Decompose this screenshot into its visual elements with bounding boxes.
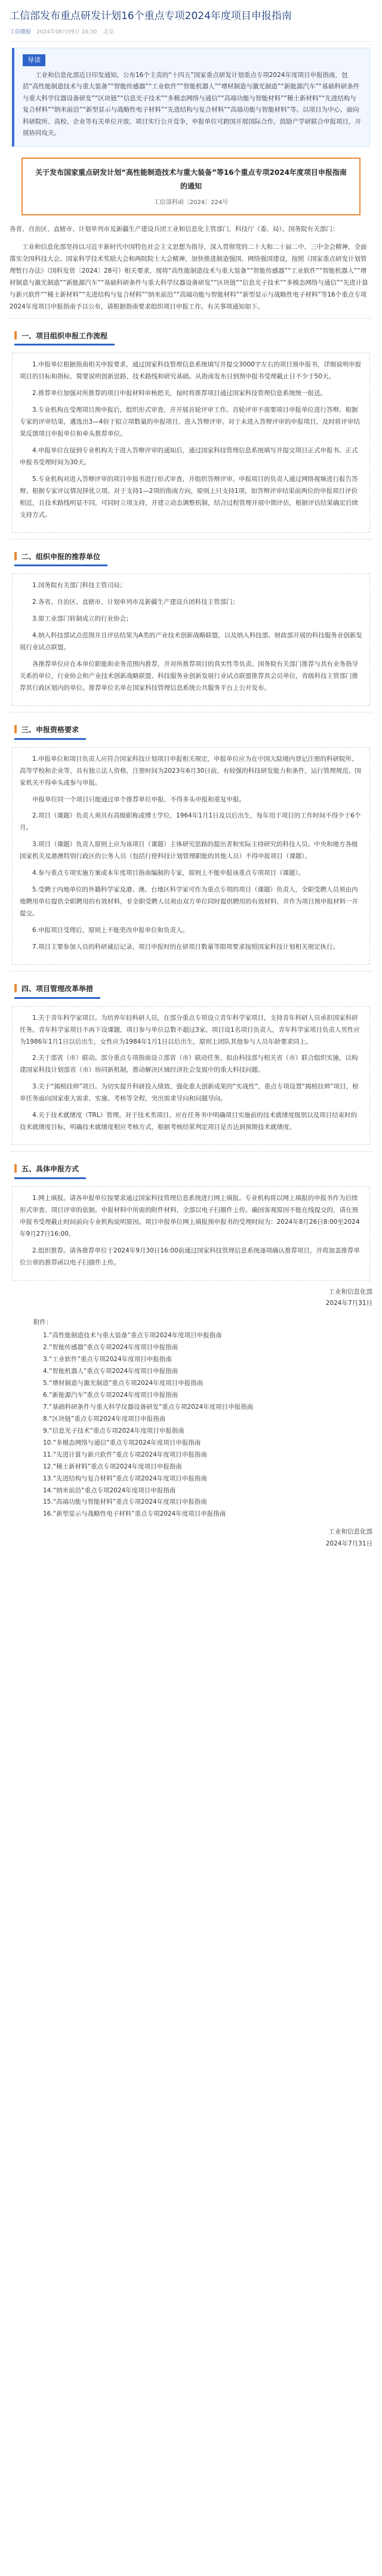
- divider: [10, 41, 372, 42]
- annex-item[interactable]: 5.“增材制造与激光制造”重点专项2024年度项目申报指南: [43, 1380, 204, 1387]
- footer: [10, 1526, 372, 1550]
- section-marker-icon: [14, 725, 17, 733]
- page-title: 工信部发布重点研发计划16个重点专项2024年度项目申报指南: [10, 10, 292, 22]
- annex-items: [33, 1330, 372, 1520]
- annex-item[interactable]: 10.“多模态网络与通信”重点专项2024年度项目申报指南: [43, 1439, 201, 1446]
- section-paragraph: 2.推荐单位加强对所推荐的项目申报材料审核把关，按时将推荐项目通过国家科技管理信息系统统一报送。: [32, 390, 327, 397]
- intro-paragraph: 工业和信息化部坚持以习近平新时代中国特色社会主义思想为指导，深入贯彻党的二十大和二十届二中、三中全会精神，全面落实全国科技大会、国家科学技术奖励大会和两院院士大会精神，加快推进制造强国、网络强国建设，按照《国家重点研发计划管理暂行办法》（国科发资〔2024〕28号）相关要求，现将“高性能制造技术与重大装备”“智能传感器”“工业软件”“智能机器人”“增材制造与激光制造”“新能源汽车”“基础科研条件与重大科学仪器设备研发”“区块链”“信息光子技术”“多模态网络与通信”“先进计算与新兴软件”“稀土新材料”“先进结构与复合材料”“纳米前沿”“高端功能与智能材料”“新型显示与战略性电子材料”等16个重点专项2024年度项目申报指南予以公布，请根据指南要求组织项目申报工作。有关事项通知如下。: [10, 243, 368, 310]
- section-paragraph: 各推荐单位应在本单位职能和业务范围内推荐，并对所推荐项目的真实性等负责。国务院有关部门推荐与其有业务指导关系的单位，行业协会和产业技术创新战略联盟、科技服务业创新发展行业试点联盟推荐其会员单位，省级科技主管部门推荐其行政区划内的单位。推荐单位名单在国家科技管理信息系统公共服务平台上公开发布。: [20, 661, 358, 692]
- section-paragraph: 7.项目主要参加人员的科研诚信记录、项目申报时的在研项目数量等限项要求按照国家科技计划相关规定执行。: [32, 943, 340, 951]
- annex-list: [33, 1317, 372, 1520]
- section-title: 四、项目管理改革举措: [14, 981, 100, 999]
- section-paragraph: 2.项目（课题）负责人须具有高级职称或博士学位，1964年1月1日及以后出生，每年用于项目的工作时间不得少于6个月。: [20, 812, 361, 832]
- section-title: 五、具体申报方式: [14, 1161, 86, 1179]
- annex-title: 附件：: [33, 1319, 53, 1326]
- section-paragraph: 申报单位同一个项目只能通过单个推荐单位申报，不得多头申报和重复申报。: [32, 795, 245, 803]
- section-body: [12, 1186, 370, 1281]
- section: [10, 539, 372, 706]
- section-title: 一、项目组织申报工作流程: [14, 328, 115, 346]
- section-paragraph: 2.关于部省（市）联动。部分重点专项指南设立部省（市）联动任务，拟由科技部与相关省（市）联合组织实施，以构建国家科技计划部省（市）协同新机制，推动解决区域经济社会发展中的重大科技问题。: [20, 1054, 358, 1074]
- section-paragraph: 3.项目（课题）负责人原则上应为该项目（课题）主体研究思路的提出者和实际主持研究的科技人员。中央和地方各级国家机关及港澳特别行政区的公务人员（包括行使科技计划管理职能的其他人员）不得申报项目（课题）。: [20, 841, 358, 860]
- section-paragraph: 4.关于技术就绪度（TRL）管理。对于技术类项目，应在任务书中明确项目实施前的技术就绪度级别以及项目结束时的技术就绪度目标，明确技术就绪度相应考核方式，根据考核结果判定项目是否达到预期技术就绪度。: [20, 1112, 358, 1131]
- summary-text: 工业和信息化部近日印发通知，公布16个主责的“十四五”国家重点研发计划重点专项2024年度项目申报指南，包括“高性能制造技术与重大装备”“智能传感器”“工业软件”“智能机器人”“增材制造与激光制造”“新能源汽车”“基础科研条件与重大科学仪器设备研发”“区块链”“信息光子技术”“多模态网络与通信”“高端功能与智能材料”“稀土新材料”“先进结构与复合材料”“纳米前沿”“新型显示与战略性电子材料”“先进结构与复合材料”“高端功能与智能材料”等。以项目为中心，面向科研院所、高校、企业等有关单位开放。项目实行公开竞争，申报单位可跨国开展国际合作，鼓励产学研联合申报项目，开展协同攻关。: [23, 71, 361, 137]
- annex-item[interactable]: 12.“稀土新材料”重点专项2024年度项目申报指南: [43, 1463, 182, 1470]
- section-title: 二、组织申报的推荐单位: [14, 549, 107, 567]
- notice-box: [21, 158, 361, 215]
- section-marker-icon: [14, 984, 17, 992]
- section-paragraph: 3.原工业部门转制成立的行业协会；: [32, 615, 133, 623]
- article-meta: [10, 27, 372, 38]
- signature-date: 2024年7月31日: [325, 1300, 372, 1307]
- section-paragraph: 2.各省、自治区、直辖市、计划单列市及新疆生产建设兵团科技主管部门；: [32, 599, 239, 606]
- footer-org: 工业和信息化部: [328, 1528, 372, 1536]
- sections: [10, 318, 372, 1281]
- section: [10, 1151, 372, 1280]
- section: [10, 318, 372, 533]
- summary-label: 导读: [23, 54, 45, 66]
- annex-item[interactable]: 15.“高端功能与智能材料”重点专项2024年度项目申报指南: [43, 1498, 207, 1506]
- annex-item[interactable]: 14.“纳米前沿”重点专项2024年度项目申报指南: [43, 1486, 176, 1494]
- publish-date: 2024年08月09日 16:30: [36, 29, 97, 35]
- section-body: [12, 353, 370, 532]
- section-paragraph: 1.申报单位根据指南相关申报要求，通过国家科技管理信息系统填写并提交3000字左右的项目预申报书，详细说明申报项目的目标和指标，简要说明创新思路、技术路线和研究基础。从指南发布日到预申报书受理截止日不少于50天。: [20, 361, 362, 381]
- annex-item[interactable]: 2.“智能传感器”重点专项2024年度项目申报指南: [43, 1344, 178, 1352]
- section-paragraph: 1.关于青年科学家项目。为培养年轻科研人员，在部分重点专项设立青年科学家项目，支持青年科研人员承担国家科研任务。青年科学家项目不再下设课题，项目参与单位总数不超过3家。项目设1名项目负责人，青年科学家项目负责人男性应为1986年1月1日以后出生，女性应为1984年1月1日以后出生，原则上团队其他参与人员年龄要求同上。: [20, 1014, 360, 1045]
- section-body: [12, 573, 370, 706]
- annex-item[interactable]: 7.“基础科研条件与重大科学仪器设备研发”重点专项2024年度项目申报指南: [43, 1403, 254, 1411]
- annex-item[interactable]: 9.“信息光子技术”重点专项2024年度项目申报指南: [43, 1427, 184, 1434]
- section-marker-icon: [14, 331, 17, 340]
- annex-item[interactable]: 4.“智能机器人”重点专项2024年度项目申报指南: [43, 1368, 178, 1375]
- section-title: 三、申报资格要求: [14, 722, 86, 740]
- section-paragraph: 6.申报项目受理后，原则上不能更改申报单位和负责人。: [32, 926, 189, 934]
- source-link[interactable]: 工信微报: [10, 29, 32, 35]
- section-paragraph: 4.纳入科技部试点范围并且评估结果为A类的产业技术创新战略联盟，以及纳入科技部、财政部开展的科技服务业创新发展行业试点联盟。: [20, 632, 362, 652]
- annex-item[interactable]: 13.“先进结构与复合材料”重点专项2024年度项目申报指南: [43, 1474, 207, 1482]
- notice-title: 关于发布国家重点研发计划“高性能制造技术与重大装备”等16个重点专项2024年度项目申报指南的通知: [35, 168, 347, 191]
- annex-item[interactable]: 11.“先进计算与新兴软件”重点专项2024年度项目申报指南: [43, 1451, 207, 1458]
- annex-item[interactable]: 3.“工业软件”重点专项2024年度项目申报指南: [43, 1356, 172, 1363]
- publish-location: 北京: [103, 29, 115, 35]
- summary-box: [12, 48, 370, 147]
- section-marker-icon: [14, 552, 17, 560]
- section-paragraph: 1.国务院有关部门科技主管司局；: [32, 582, 127, 590]
- section-paragraph: 4.参与重点专项实施方案或本年度项目指南编制的专家，原则上不能申报该重点专项项目（课题）。: [32, 869, 305, 877]
- section-paragraph: 4.申报单位在接到专业机构关于进入答辩评审的通知后，通过国家科技管理信息系统填写并提交项目正式申报书。正式申报书受理时间为30天。: [20, 447, 358, 466]
- footer-date: 2024年7月31日: [325, 1540, 372, 1548]
- section-paragraph: 1.网上填报。请各申报单位按要求通过国家科技管理信息系统进行网上填报。专业机构将以网上填报的申报书作为后续形式审查、项目评审的依据。申报材料中所需的附件材料，全部以电子扫描件上传。确因客观原因不能在线提交的，请在预申报书受理截止时间前向专业机构说明原因。项目申报单位网上填报预申报书的受理时间为：2024年8月26日8:00至2024年9月27日16:00。: [20, 1194, 360, 1238]
- annex-item[interactable]: 8.“区块链”重点专项2024年度项目申报指南: [43, 1415, 166, 1423]
- annex-item[interactable]: 16.“新型显示与战略性电子材料”重点专项2024年度项目申报指南: [43, 1510, 226, 1518]
- signature: [10, 1287, 372, 1310]
- section-paragraph: 3.专业机构在受理项目预申报后，组织形式审查，并开展首轮评审工作。首轮评审不需要项目申报单位进行答辩。根据专家的评审结果，遴选出3—4倍于拟立项数量的申报项目，进入答辩评审。对于未进入答辩评审的申报项目，及时将评审结果反馈项目申报单位和牵头推荐单位。: [20, 406, 360, 438]
- notice-docno: 工信部科函〔2024〕224号: [153, 199, 229, 206]
- section: [10, 971, 372, 1145]
- annex-item[interactable]: 1.“高性能制造技术与重大装备”重点专项2024年度项目申报指南: [43, 1332, 222, 1340]
- signature-org: 工业和信息化部: [328, 1288, 372, 1295]
- section-paragraph: 5.专业机构对进入答辩评审的项目申报书进行形式审查，并组织答辩评审。申报项目的负责人通过网络视频进行报告答辩。根据专家评议情况择优立项。对于支持1—2项的指南方向，原则上只支持1项，如答辩评审结果前两位的申报项目评价相近，且技术路线明显不同，可同时立项支持，并建立动态调整机制，结合过程管理开展中期评估，根据评估结果确定后续支持方式。: [20, 475, 358, 519]
- section-paragraph: 1.申报单位和项目负责人应符合国家科技计划项目申报相关规定，申报单位应为在中国大陆境内登记注册的科研院所、高等学校和企业等，具有独立法人资格，注册时间为2023年6月30日前，有较强的科技研发能力和条件，运行管理规范。国家机关不得牵头或参与申报。: [20, 755, 361, 786]
- addressee: 各省、自治区、直辖市、计划单列市及新疆生产建设兵团工业和信息化主管部门，科技厅（委、局），国务院有关部门：: [10, 226, 339, 233]
- section: [10, 712, 372, 965]
- section-paragraph: 5.受聘于内地单位的外籍科学家及港、澳、台地区科学家可作为重点专项的项目（课题）负责人，全职受聘人员须由内地聘用单位提供全职聘用的有效材料，非全职受聘人员须由双方单位同时提供聘用的有效材料，并作为项目预申报材料一并提交。: [20, 886, 358, 918]
- section-body: [12, 747, 370, 965]
- section-paragraph: 3.关于“揭榜挂帅”项目。为切实提升科研投入绩效、强化重大创新成果的“实战性”，重点专项设置“揭榜挂帅”项目，榜单任务面向国家重大需求、实施、考核等全程，突出需求导向和问题导向。: [20, 1083, 359, 1103]
- section-paragraph: 2.组织推荐。请各推荐单位于2024年9月30日16:00前通过国家科技管理信息系统逐项确认推荐项目，并将加盖推荐单位公章的推荐函以电子扫描件上传。: [20, 1247, 361, 1266]
- section-marker-icon: [14, 1164, 17, 1173]
- section-body: [12, 1006, 370, 1145]
- annex-item[interactable]: 6.“新能源汽车”重点专项2024年度项目申报指南: [43, 1392, 178, 1399]
